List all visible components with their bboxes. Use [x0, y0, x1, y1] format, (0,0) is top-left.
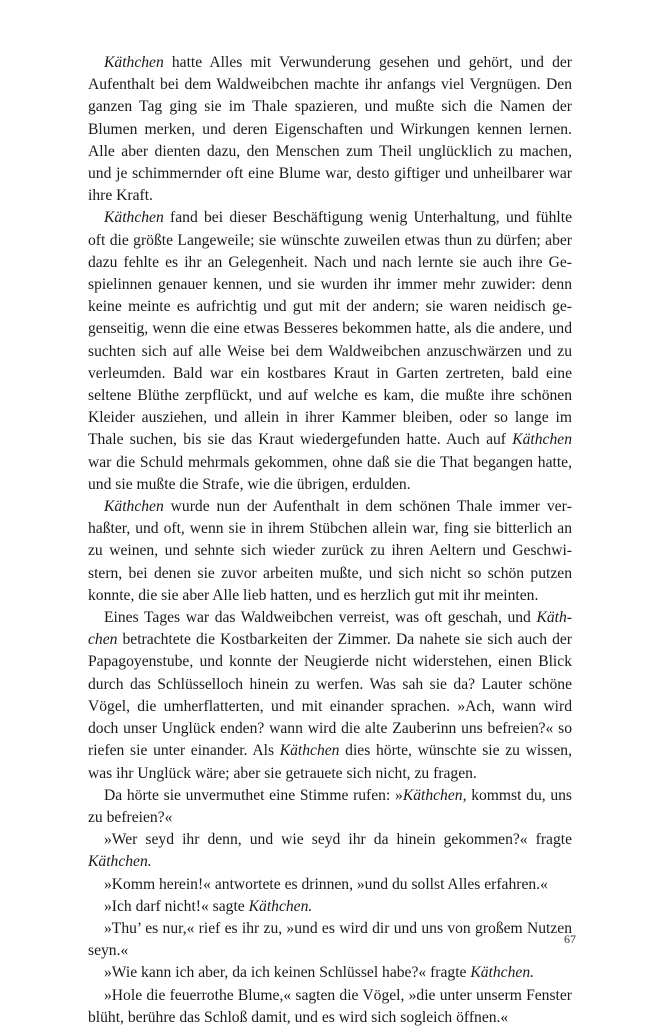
paragraph: [88, 874, 572, 896]
italic-name: Käthchen.: [470, 964, 535, 982]
italic-name: Käthchen: [279, 742, 340, 760]
paragraph: [88, 785, 572, 829]
italic-name: Käthchen: [88, 609, 572, 649]
italic-name: Käthchen: [512, 431, 572, 449]
text-run: dies hörte, wünschte sie zu wissen, was ihr Unglück wäre; aber sie getrauete sich nicht, zu fragen.: [88, 742, 572, 782]
text-run: »Hole die feuerrothe Blume,« sagten die Vögel, »die unter unserm Fenster blüht, berühre das Schloß damit, und es wird sich sogleich öffnen.«: [88, 986, 572, 1026]
text-run: Eines Tages war das Waldweibchen verreist, was oft geschah, und: [104, 609, 537, 627]
page-body: [88, 52, 572, 1029]
text-run: »Thu’ es nur,« rief es ihr zu, »und es wird dir und uns von großem Nutzen seyn.«: [88, 919, 572, 960]
text-run: betrachtete die Kostbarkeiten der Zimmer. Da nahete sie sich auch der Papagoyenstube, und konnte der Neugierde nicht widerstehen, einen Blick durch das Schlüsselloch hinein zu werfen. Was sah sie da? Lauter schöne Vögel, die umherflatterten, und mit einander sprachen. »Ach, wann wird doch unser Unglück enden? wann wird die alte Zauberinn uns befreien?« so riefen sie unter einander. Als: [88, 631, 572, 760]
paragraph: [88, 985, 572, 1029]
text-run: »Wer seyd ihr denn, und wie seyd ihr da hinein gekommen?« fragte: [104, 831, 572, 849]
text-run: fand bei dieser Beschäftigung wenig Unterhaltung, und fühlte oft die größte Langeweile; sie wünschte zuweilen etwas thun zu dürfen; aber dazu fehlte es ihr an Gelegenheit. Nach und nach lernte sie auch ihre Gespielinnen genauer kennen, und sie wurden ihr immer mehr zuwider: denn keine meinte es aufrichtig und gut mit der andern; sie waren neidisch gegenseitig, wenn die eine etwas Besseres bekommen hatte, als die andere, und suchten sich auf alle Weise bei dem Waldweibchen anzuschwärzen und zu verleumden. Bald war ein kostbares Kraut in Garten zertreten, bald eine seltene Blüthe zerpflückt, und auf welche es kam, die mußte ihre schönen Kleider ausziehen, und allein in ihrer Kammer bleiben, oder so lange im Thale suchen, bis sie das Kraut wiedergefunden hatte. Auch auf: [88, 209, 572, 449]
italic-name: Käthchen: [104, 54, 164, 71]
text-run: »Wie kann ich aber, da ich keinen Schlüssel habe?« fragte: [104, 964, 471, 982]
page-number: 67: [564, 932, 576, 946]
text-run: wurde nun der Aufenthalt in dem schönen Thale immer verhaßter, und oft, wenn sie in ihrem Stübchen allein war, fing sie bitterlich an zu weinen, und sehnte sich wieder zurück zu ihren Aeltern und Geschwistern, bei denen sie zuvor arbeiten mußte, und sich nicht so schön putzen konnte, die sie aber Alle lieb hatten, und es herzlich gut mit ihr meinten.: [88, 498, 572, 604]
text-run: Da hörte sie unvermuthet eine Stimme rufen: »: [104, 786, 403, 804]
text-run: war die Schuld mehrmals gekommen, ohne daß sie die That begangen hatte, und sie mußte die Strafe, wie die übrigen, erdulden.: [88, 453, 572, 493]
text-run: hatte Alles mit Verwunderung gesehen und gehört, und der Aufenthalt bei dem Waldweibchen machte ihr anfangs viel Vergnügen. Den ganzen Tag ging sie im Thale spazieren, und mußte sich die Namen der Blumen merken, und deren Eigenschaften und Wirkungen kennen lernen. Alle aber dienten dazu, den Menschen zum Theil unglücklich zu machen, und je schimmernder oft eine Blume war, desto giftiger und unheilbarer war ihre Kraft.: [88, 54, 572, 205]
text-run: kommst du, uns zu befreien?«: [88, 786, 573, 826]
text-run: »Komm herein!« antwortete es drinnen, »und du sollst Alles erfahren.«: [104, 875, 548, 893]
paragraph: [88, 829, 572, 873]
italic-name: Käthchen: [104, 498, 164, 516]
italic-name: Käthchen.: [88, 853, 152, 871]
italic-name: Käthchen: [104, 209, 164, 227]
text-run: »Ich darf nicht!« sagte: [104, 897, 249, 915]
paragraph: [88, 207, 572, 496]
paragraph: [88, 496, 572, 607]
paragraph: [88, 918, 572, 962]
paragraph: [88, 52, 572, 207]
paragraph: [88, 607, 572, 785]
paragraph: [88, 896, 572, 918]
italic-name: Käthchen,: [402, 786, 467, 804]
paragraph: [88, 962, 572, 984]
italic-name: Käthchen.: [248, 897, 313, 915]
